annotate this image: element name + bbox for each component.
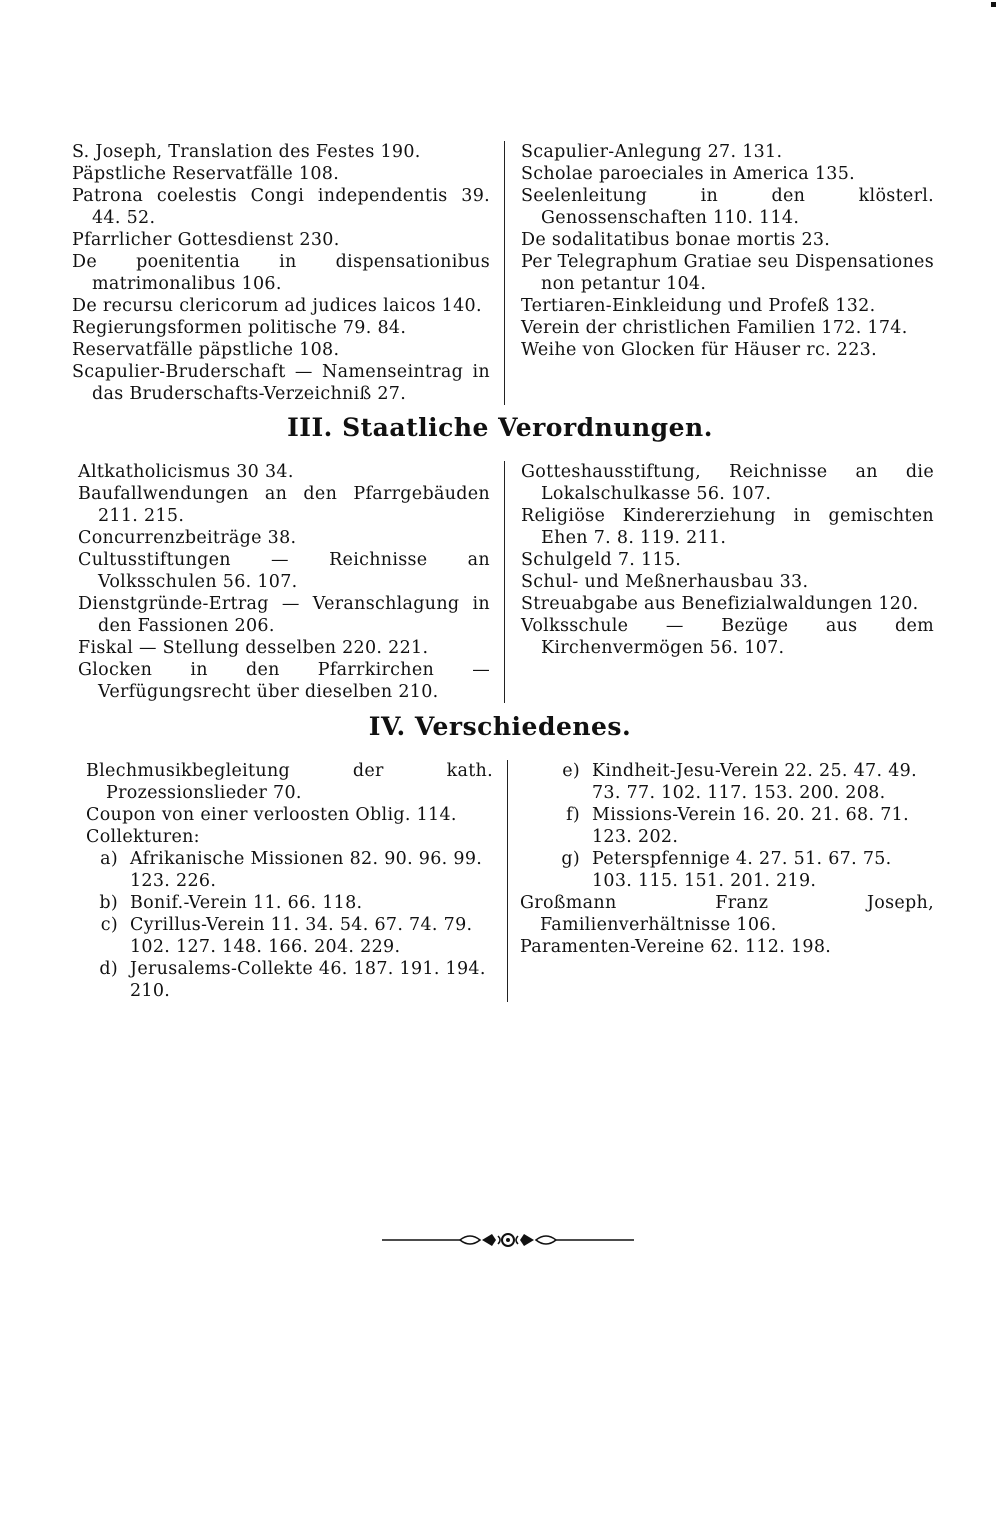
index-entry: S. Joseph, Translation des Festes 190.: [72, 142, 421, 162]
index-entry: Regierungsformen politische 79. 84.: [72, 318, 407, 338]
index-entry: Altkatholicismus 30 34.: [78, 462, 294, 482]
index-entry: Streuabgabe aus Benefizialwaldungen 120.: [521, 594, 919, 614]
section4-left-column: [86, 760, 508, 1002]
index-entry: Volksschule — Bezüge aus dem Kirchenvermögen 56. 107.: [521, 616, 934, 658]
index-entry: Pfarrlicher Gottesdienst 230.: [72, 230, 340, 250]
index-entry: Coupon von einer verloosten Oblig. 114.: [86, 805, 457, 825]
index-entry: Concurrenzbeiträge 38.: [78, 528, 297, 548]
index-entry: Baufallwendungen an den Pfarrgebäuden 211. 215.: [78, 484, 490, 526]
section4-right-column: [508, 760, 934, 1002]
collection-subentry: [86, 914, 493, 958]
index-entry: Paramenten-Vereine 62. 112. 198.: [520, 937, 832, 957]
index-entry: Reservatfälle päpstliche 108.: [72, 340, 340, 360]
collection-subentry: [86, 958, 493, 1002]
index-entry: Großmann Franz Joseph, Familienverhältnisse 106.: [520, 893, 934, 935]
index-entry: Per Telegraphum Gratiae seu Dispensationes non petantur 104.: [521, 252, 934, 294]
corner-mark: [991, 2, 996, 7]
index-entry: Päpstliche Reservatfälle 108.: [72, 164, 340, 184]
index-entry: Religiöse Kindererziehung in gemischten Ehen 7. 8. 119. 211.: [521, 506, 934, 548]
index-entry: De poenitentia in dispensationibus matrimonalibus 106.: [72, 252, 490, 294]
subentry-letter: b): [99, 893, 118, 913]
collection-subentry: [86, 848, 493, 892]
flourish-ornament-icon: [382, 1228, 634, 1252]
subentry-text: Afrikanische Missionen 82. 90. 96. 99. 123. 226.: [130, 849, 483, 891]
section3-left-column: [78, 461, 505, 703]
subentry-letter: d): [99, 959, 118, 979]
section4-heading: IV. Verschiedenes.: [368, 712, 632, 741]
subentry-text: Jerusalems-Collekte 46. 187. 191. 194. 210.: [130, 959, 486, 1001]
subentry-text: Bonif.-Verein 11. 66. 118.: [130, 893, 363, 913]
section2-left-column: [72, 141, 505, 405]
index-entry: Scapulier-Anlegung 27. 131.: [521, 142, 783, 162]
index-entry: Verein der christlichen Familien 172. 174.: [521, 318, 908, 338]
index-entry: Schulgeld 7. 115.: [521, 550, 682, 570]
index-entry: Tertiaren-Einkleidung und Profeß 132.: [521, 296, 876, 316]
index-entry: Blechmusikbegleitung der kath. Prozessionslieder 70.: [86, 761, 493, 803]
index-entry: Dienstgründe-Ertrag — Veranschlagung in den Fassionen 206.: [78, 594, 490, 636]
index-entry: De recursu clericorum ad judices laicos 140.: [72, 296, 482, 316]
subentry-text: Kindheit-Jesu-Verein 22. 25. 47. 49. 73. 77. 102. 117. 153. 200. 208.: [592, 761, 917, 803]
subentry-letter: c): [100, 915, 118, 935]
index-entry: De sodalitatibus bonae mortis 23.: [521, 230, 831, 250]
section3-heading: III. Staatliche Verordnungen.: [287, 413, 713, 442]
index-entry: Scholae paroeciales in America 135.: [521, 164, 856, 184]
section4-columns: [86, 760, 934, 1002]
index-entry: Gotteshausstiftung, Reichnisse an die Lokalschulkasse 56. 107.: [521, 462, 934, 504]
index-entry: Collekturen:: [86, 827, 200, 847]
section3-columns: [78, 461, 934, 703]
collection-subentry: [86, 892, 493, 914]
index-entry: Glocken in den Pfarrkirchen — Verfügungsrecht über dieselben 210.: [78, 660, 490, 702]
collection-subentry: [520, 848, 934, 892]
subentry-text: Missions-Verein 16. 20. 21. 68. 71. 123. 202.: [592, 805, 909, 847]
index-entry: Fiskal — Stellung desselben 220. 221.: [78, 638, 429, 658]
index-entry: Patrona coelestis Congi independentis 39. 44. 52.: [72, 186, 490, 228]
index-entry: Weihe von Glocken für Häuser rc. 223.: [521, 340, 877, 360]
index-entry: Schul- und Meßnerhausbau 33.: [521, 572, 809, 592]
subentry-letter: a): [100, 849, 118, 869]
subentry-letter: f): [566, 805, 580, 825]
subentry-letter: e): [562, 761, 580, 781]
section3-right-column: [505, 461, 934, 703]
collection-subentry: [520, 804, 934, 848]
collection-subentry: [520, 760, 934, 804]
index-entry: Scapulier-Bruderschaft — Namenseintrag in das Bruderschafts-Verzeichniß 27.: [72, 362, 490, 404]
subentry-letter: g): [561, 849, 580, 869]
subentry-text: Cyrillus-Verein 11. 34. 54. 67. 74. 79. 102. 127. 148. 166. 204. 229.: [130, 915, 473, 957]
subentry-text: Peterspfennige 4. 27. 51. 67. 75. 103. 115. 151. 201. 219.: [592, 849, 892, 891]
section2-columns: [72, 141, 934, 405]
index-entry: Seelenleitung in den klösterl. Genossenschaften 110. 114.: [521, 186, 934, 228]
index-entry: Cultusstiftungen — Reichnisse an Volksschulen 56. 107.: [78, 550, 490, 592]
section2-right-column: [505, 141, 934, 405]
